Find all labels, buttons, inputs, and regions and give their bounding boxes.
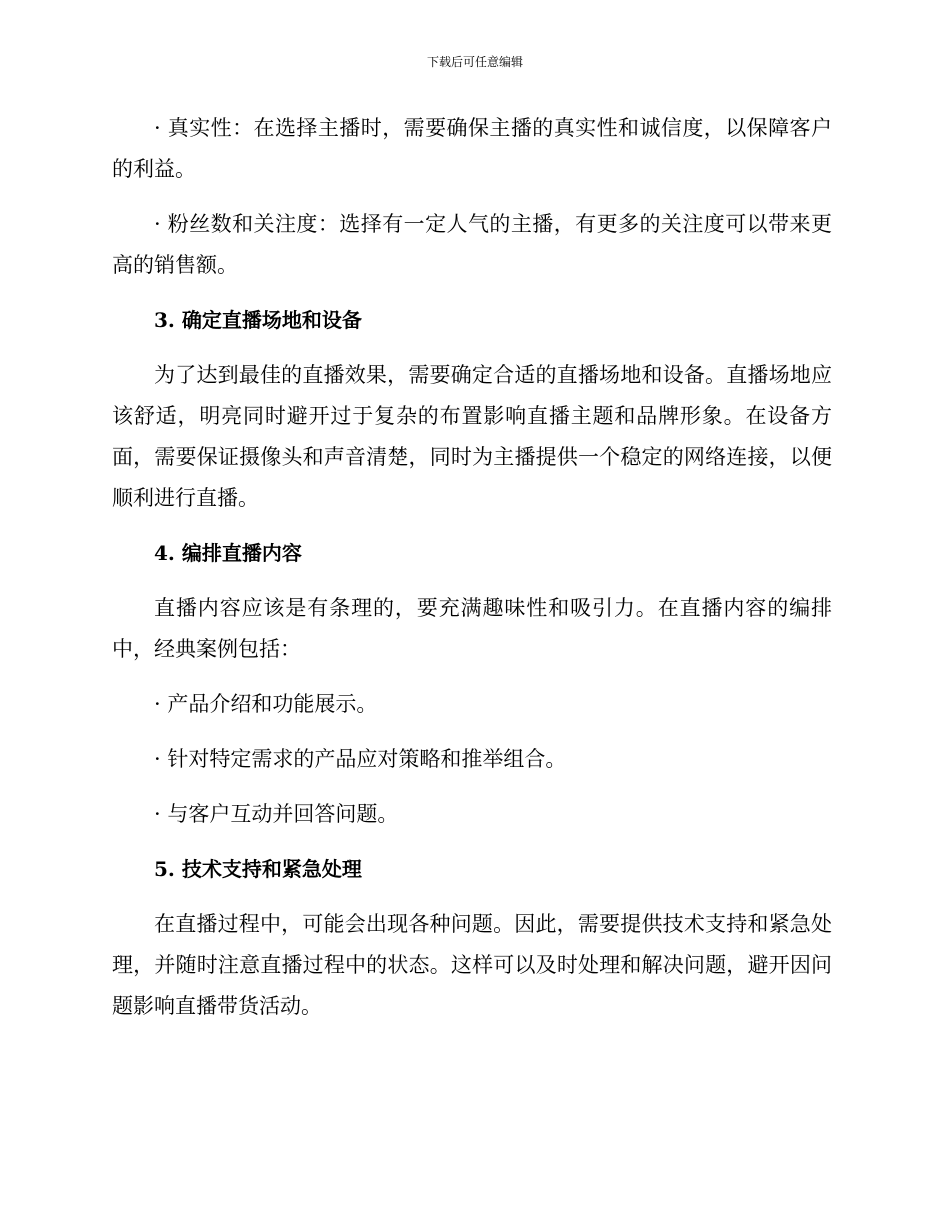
page-header: 下载后可任意编辑 (426, 55, 523, 69)
section-heading-5: 5. 技术支持和紧急处理 (154, 857, 362, 881)
paragraph-tech-support: 在直播过程中，可能会出现各种问题。因此，需要提供技术支持和紧急处理，并随时注意直播过程中的状态。这样可以及时处理和解决问题，避开因问题影响直播带货活动。 (112, 912, 832, 1018)
bullet-product-intro: · 产品介绍和功能展示。 (154, 692, 378, 716)
document-body (112, 108, 832, 1041)
paragraph-venue-equipment: 为了达到最佳的直播效果，需要确定合适的直播场地和设备。直播场地应该舒适，明亮同时避开过于复杂的布置影响直播主题和品牌形象。在设备方面，需要保证摄像头和声音清楚，同时为主播提供一个稳定的网络连接，以便顺利进行直播。 (112, 363, 832, 510)
section-heading-4: 4. 编排直播内容 (154, 541, 302, 565)
section-heading-3: 3. 确定直播场地和设备 (154, 308, 362, 332)
paragraph-content-arrangement: 直播内容应该是有条理的，要充满趣味性和吸引力。在直播内容的编排中，经典案例包括： (112, 596, 832, 661)
bullet-strategy: · 针对特定需求的产品应对策略和推举组合。 (154, 747, 567, 771)
bullet-interaction: · 与客户互动并回答问题。 (154, 802, 399, 826)
bullet-followers: · 粉丝数和关注度：选择有一定人气的主播，有更多的关注度可以带来更高的销售额。 (112, 212, 832, 277)
bullet-authenticity: · 真实性：在选择主播时，需要确保主播的真实性和诚信度，以保障客户的利益。 (112, 116, 832, 181)
